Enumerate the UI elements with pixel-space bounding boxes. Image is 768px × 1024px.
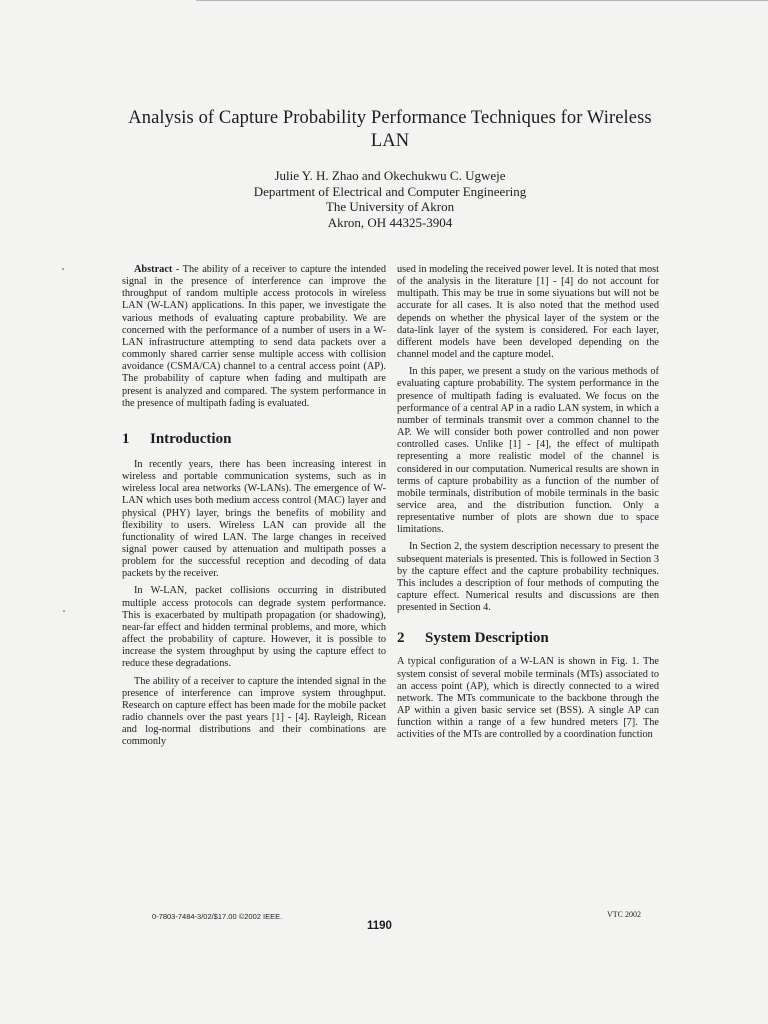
top-rule (196, 0, 768, 1)
author-block (200, 168, 580, 230)
author-names: Julie Y. H. Zhao and Okechukwu C. Ugweje (274, 168, 506, 183)
right-column (397, 264, 659, 741)
paper-title: Analysis of Capture Probability Performance Techniques for Wireless LAN (128, 108, 652, 151)
section-number: 2 (397, 630, 405, 647)
author-department: Department of Electrical and Computer Engineering (253, 183, 527, 199)
section-heading-system-description (397, 629, 659, 647)
intro-paragraph: In this paper, we present a study on the various methods of evaluating capture probability. The system performance in the presence of multipath fading is evaluated. We focus on the performance of a central AP in a radio LAN system, in which a number of terminals transmit over a common channel to the AP. We will consider both power controlled and non power controlled cases. Unlike [1] - [4], the effect of multipath representing a more realistic model of the channel is considered in our computation. Numerical results are shown in terms of capture probability as a function of the number of mobile terminals, distribution of mobile terminals in the basic service area, and the distribution function. Only a representative number of plots are shown due to space limitations. (397, 366, 659, 536)
intro-paragraph: The ability of a receiver to capture the intended signal in the presence of interference can improve system throughput. Research on capture effect has been made for the mobile packet radio channels over the past years [1] - [4]. Rayleigh, Ricean and log-normal distributions and their combinations are commonly (122, 675, 386, 748)
scan-speck (62, 268, 64, 270)
copyright-notice: 0-7803-7484-3/02/$17.00 ©2002 IEEE. (152, 912, 283, 921)
abstract (122, 264, 386, 410)
abstract-text: - The ability of a receiver to capture the intended signal in the presence of interference can improve the throughput of random multiple access protocols in wireless LAN (W-LAN) applications. In this paper, we investigate the various methods of evaluating capture probability. We are concerned with the performance of a number of users in a W-LAN infrastructure attempting to send data packets over a commonly shared carrier sense multiple access with collision avoidance (CSMA/CA) channel to a central access point (AP). The probability of capture when fading and multipath are present is analyzed and compared. The system performance in the presence of multipath fading is evaluated. (122, 264, 386, 409)
abstract-label: Abstract (134, 264, 173, 275)
intro-paragraph: In recently years, there has been increasing interest in wireless and portable communication systems, such as in wireless local area networks (W-LANs). The emergence of W-LAN which uses both medium access control (MAC) layer and physical (PHY) layer, brings the benefits of mobility and flexibility to users. Wireless LAN can provide all the functionality of wired LAN. The large changes in received signal power caused by attenuation and multipath posses a problem for the successful reception and decoding of data packets by the receiver. (122, 458, 386, 580)
page-number: 1190 (367, 920, 392, 932)
intro-paragraph: In Section 2, the system description necessary to present the subsequent materials is presented. This is followed in Section 3 by the capture effect and the capture probability techniques. This includes a description of four methods of computing the capture effect. Numerical results and discussions are then presented in Section 4. (397, 541, 659, 614)
section-number: 1 (122, 430, 130, 447)
conference-label: VTC 2002 (607, 910, 641, 919)
intro-paragraph: In W-LAN, packet collisions occurring in distributed multiple access protocols can degrade system performance. This is exacerbated by multipath propagation (or shadowing), near-far effect and hidden terminal problems, and more, which affect the probability of capture. However, it is possible to increase the system throughput by using the capture effect to reduce these degradations. (122, 585, 386, 670)
section-heading-introduction (122, 430, 386, 448)
intro-continued-paragraph: used in modeling the received power level. It is noted that most of the analysis in the literature [1] - [4] do not account for multipath. This may be true in some siyuations but will not be accurate for all cases. It is also noted that the method used depends on whether the physical layer of the system or the data-link layer of the system is considered. For each layer, different models have been developed depending on the channel model and the capture model. (397, 264, 659, 361)
author-city: Akron, OH 44325-3904 (327, 214, 453, 230)
section-title: Introduction (150, 430, 232, 447)
section-title: System Description (425, 630, 549, 647)
scan-speck (63, 610, 65, 612)
left-column (122, 264, 386, 748)
system-paragraph: A typical configuration of a W-LAN is shown in Fig. 1. The system consist of several mobile terminals (MTs) associated to an access point (AP), which is directly connected to a wired network. The MTs communicate to the backbone through the AP within a given basic service set (BSS). A single AP can function within a range of a few hundred meters [7]. The activities of the MTs are controlled by a coordination function (397, 656, 659, 741)
author-university: The University of Akron (325, 199, 455, 215)
